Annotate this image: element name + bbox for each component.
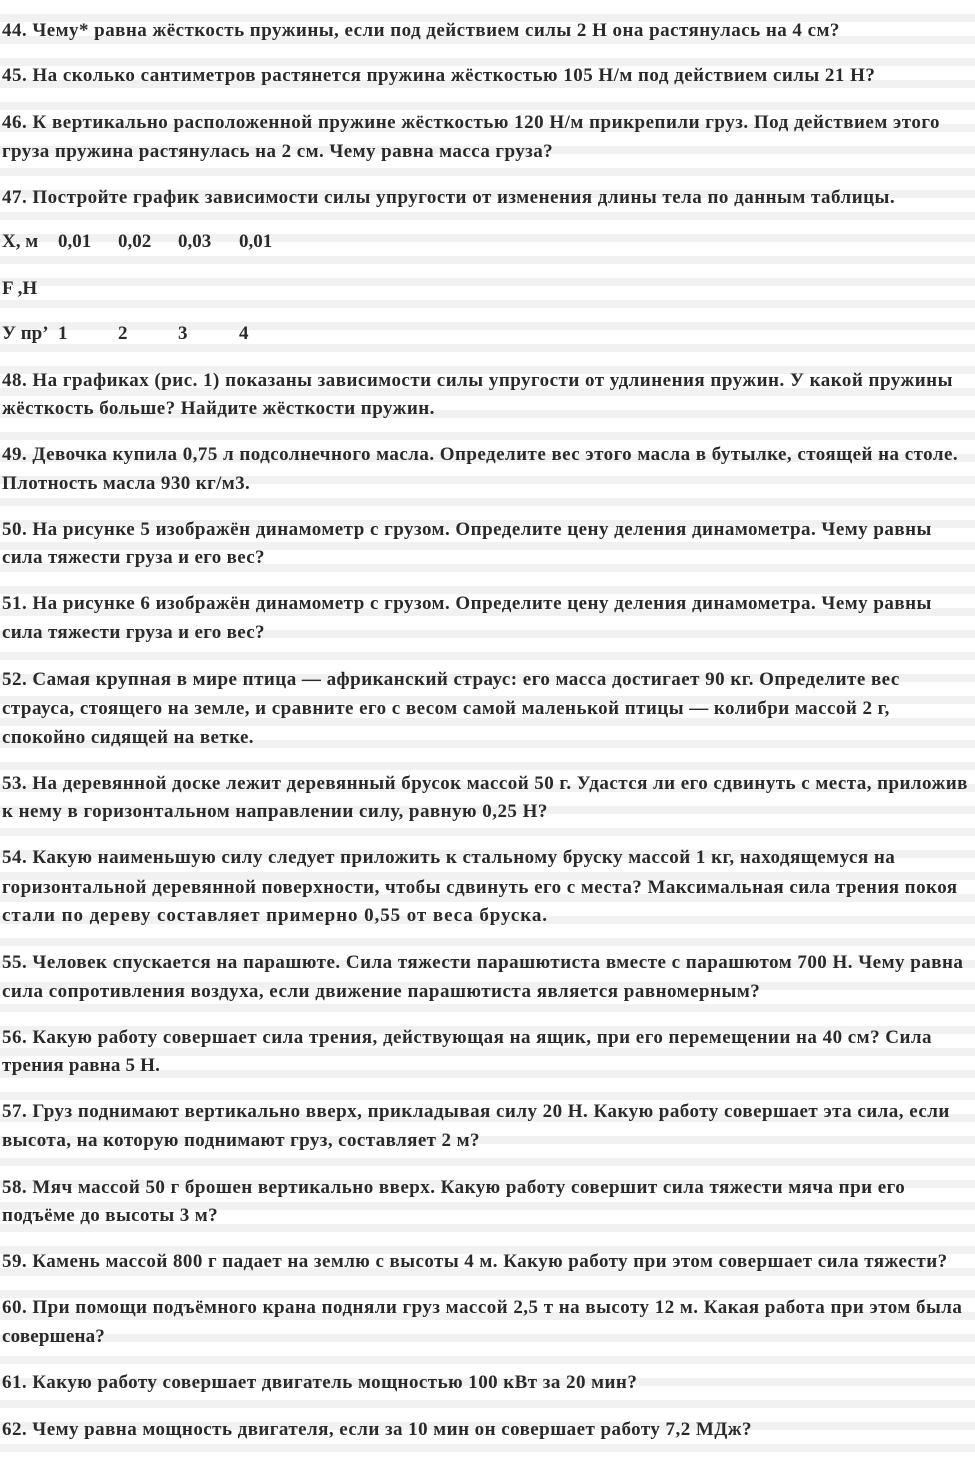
problem-text-line: сила сопротивления воздуха, если движение парашютиста является равномерным?: [2, 981, 761, 1002]
problem-text-line: 54. Какую наименьшую силу следует приложить к стальному бруску массой 1 кг, находящемуся на: [2, 847, 896, 868]
problem-text-line: трения равна 5 Н.: [2, 1055, 161, 1076]
problem-text-line: 45. На сколько сантиметров растянется пружина жёсткостью 105 Н/м под действием силы 21 Н?: [2, 65, 876, 86]
table-cell: 3: [178, 323, 188, 344]
table-label-f: F ,Н: [2, 278, 38, 299]
table-label-x: X, м: [2, 231, 39, 252]
problem-text-line: 50. На рисунке 5 изображён динамометр с грузом. Определите цену деления динамометра. Чему равны: [2, 519, 932, 540]
problem-text-line: груза пружина растянулась на 2 см. Чему равна масса груза?: [2, 141, 554, 162]
problem-text-line: 58. Мяч массой 50 г брошен вертикально вверх. Какую работу совершит сила тяжести мяча при его: [2, 1177, 906, 1198]
problem-text-line: 48. На графиках (рис. 1) показаны зависимости силы упругости от удлинения пружин. У какой пружины: [2, 370, 953, 391]
table-cell: 0,01: [239, 231, 273, 252]
table-cell: 4: [239, 323, 249, 344]
problem-text-line: 52. Самая крупная в мире птица — африканский страус: его масса достигает 90 кг. Определите вес: [2, 669, 900, 690]
problem-text-line: спокойно сидящей на ветке.: [2, 727, 254, 748]
table-label-n: У пр’: [2, 323, 49, 344]
problem-text-line: горизонтальной деревянной поверхности, чтобы сдвинуть его с места? Максимальная сила трения покоя: [2, 877, 958, 898]
problem-text-line: Плотность масла 930 кг/м3.: [2, 473, 251, 494]
problem-text-line: 57. Груз поднимают вертикально вверх, прикладывая силу 20 Н. Какую работу совершает эта сила, если: [2, 1101, 950, 1122]
table-cell: 0,01: [58, 231, 92, 252]
problem-text-line: сила тяжести груза и его вес?: [2, 622, 265, 643]
problem-text-line: 51. На рисунке 6 изображён динамометр с грузом. Определите цену деления динамометра. Чему равны: [2, 593, 932, 614]
problem-text-line: 46. К вертикально расположенной пружине жёсткостью 120 Н/м прикрепили груз. Под действием этого: [2, 112, 940, 133]
problem-text-line: стали по дереву составляет примерно 0,55 от веса бруска.: [2, 905, 548, 926]
table-cell: 2: [118, 323, 128, 344]
problem-text-line: 47. Постройте график зависимости силы упругости от изменения длины тела по данным таблицы.: [2, 187, 896, 208]
problem-text-line: 61. Какую работу совершает двигатель мощностью 100 кВт за 20 мин?: [2, 1372, 638, 1393]
problem-text-line: жёсткость больше? Найдите жёсткости пружин.: [2, 398, 435, 419]
problem-text-line: 56. Какую работу совершает сила трения, действующая на ящик, при его перемещении на 40 см? Сила: [2, 1027, 932, 1048]
problem-text-line: 62. Чему равна мощность двигателя, если за 10 мин он совершает работу 7,2 МДж?: [2, 1419, 752, 1440]
table-cell: 0,02: [118, 231, 152, 252]
problem-text-line: 59. Камень массой 800 г падает на землю с высоты 4 м. Какую работу при этом совершает сила тяжести?: [2, 1251, 948, 1272]
problem-text-line: к нему в горизонтальном направлении силу, равную 0,25 Н?: [2, 801, 548, 822]
problem-text-line: совершена?: [2, 1326, 105, 1347]
problem-text-line: 49. Девочка купила 0,75 л подсолнечного масла. Определите вес этого масла в бутылке, стоящей на столе.: [2, 444, 959, 465]
problem-text-line: 60. При помощи подъёмного крана подняли груз массой 2,5 т на высоту 12 м. Какая работа при этом была: [2, 1297, 963, 1318]
problem-text-line: страуса, стоящего на земле, и сравните его с весом самой маленькой птицы — колибри массой 2 г,: [2, 698, 890, 719]
problem-text-line: высота, на которую поднимают груз, составляет 2 м?: [2, 1130, 480, 1151]
table-cell: 0,03: [178, 231, 212, 252]
problem-text-line: подъёме до высоты 3 м?: [2, 1205, 218, 1226]
problem-text-line: 44. Чему* равна жёсткость пружины, если под действием силы 2 Н она растянулась на 4 см?: [2, 20, 840, 41]
table-cell: 1: [58, 323, 68, 344]
problem-text-line: 55. Человек спускается на парашюте. Сила тяжести парашютиста вместе с парашютом 700 Н. Чему равна: [2, 952, 964, 973]
problem-text-line: 53. На деревянной доске лежит деревянный брусок массой 50 г. Удастся ли его сдвинуть с места, приложив: [2, 773, 968, 794]
problem-text-line: сила тяжести груза и его вес?: [2, 547, 265, 568]
